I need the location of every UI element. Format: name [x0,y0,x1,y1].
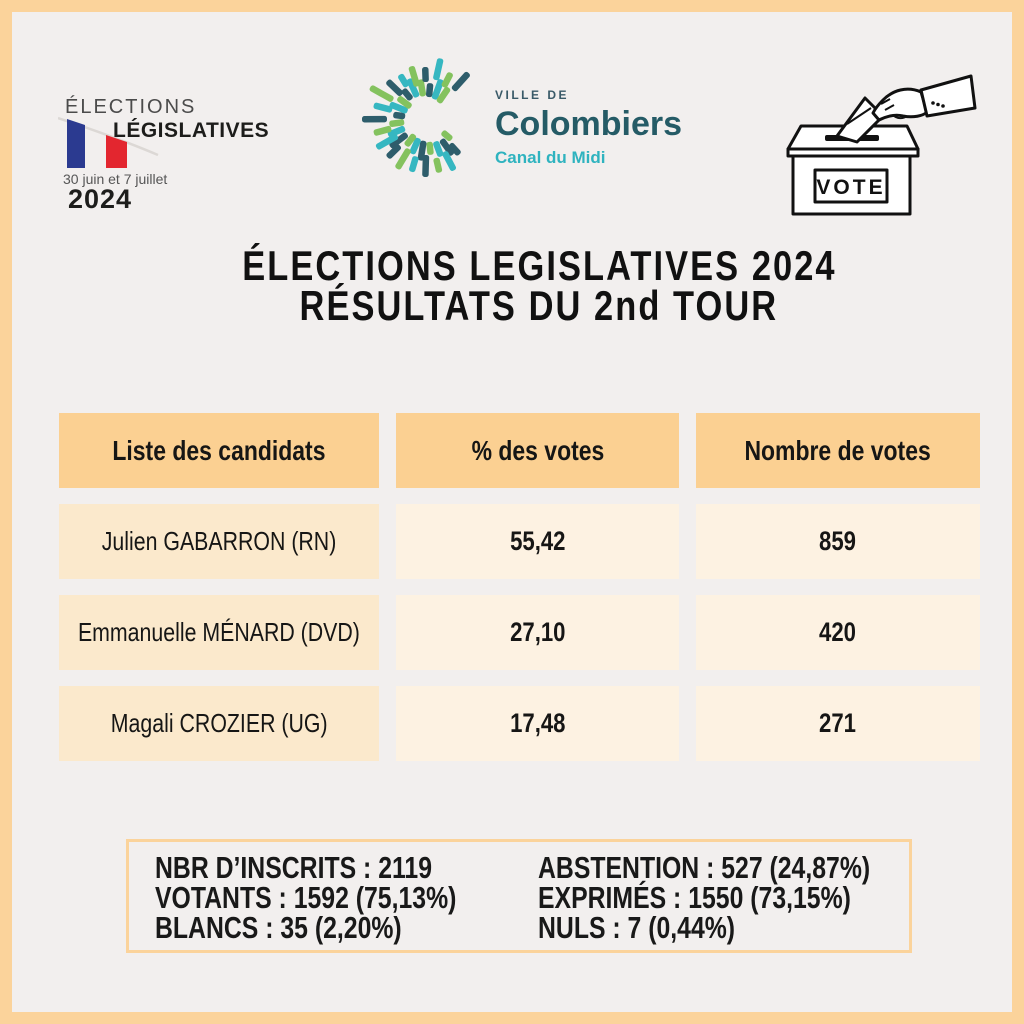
stat-votants: VOTANTS : 1592 (75,13%) [155,880,457,915]
column-header-percent: % des votes [396,413,679,488]
stat-nuls: NULS : 7 (0,44%) [538,910,736,945]
city-subtitle: Canal du Midi [495,148,606,167]
candidate-percent: 55,42 [396,504,679,579]
sleeve-dot [931,101,935,105]
sleeve-dot [941,104,945,108]
page-title [0,242,1024,329]
vote-label: VOTE [816,176,886,199]
candidate-percent: 27,10 [396,595,679,670]
ballot-box-icon [775,52,980,217]
badge-title-elections: ÉLECTIONS [65,96,197,118]
stats-column-right [538,850,953,945]
sleeve [921,76,975,116]
city-logo [357,49,687,189]
stat-exprimes: EXPRIMÉS : 1550 (73,15%) [538,880,851,915]
badge-dates: 30 juin et 7 juillet [63,171,168,187]
title-line2: RÉSULTATS DU 2nd TOUR [299,282,779,329]
city-name: Colombiers [495,105,683,143]
elections-legislatives-badge [50,88,285,213]
title-line1: ÉLECTIONS LEGISLATIVES 2024 [241,242,837,289]
flag-blue-bar [67,119,85,168]
badge-title-legislatives: LÉGISLATIVES [113,119,270,142]
candidate-votes: 859 [696,504,980,579]
results-table [59,413,980,761]
stats-column-left [155,850,532,945]
candidate-votes: 271 [696,686,980,761]
candidate-votes: 420 [696,595,980,670]
participation-stats-box [126,839,912,953]
colombiers-burst-icon [357,49,497,189]
candidate-percent: 17,48 [396,686,679,761]
column-header-candidates: Liste des candidats [59,413,379,488]
candidate-name: Julien GABARRON (RN) [59,504,379,579]
stat-abstention: ABSTENTION : 527 (24,87%) [538,850,871,885]
stat-blancs: BLANCS : 35 (2,20%) [155,910,402,945]
hand [873,89,927,120]
sleeve-dot [936,103,940,107]
stat-inscrits: NBR D’INSCRITS : 2119 [155,850,433,885]
column-header-votes: Nombre de votes [696,413,980,488]
candidate-name: Magali CROZIER (UG) [59,686,379,761]
badge-year: 2024 [68,184,133,214]
candidate-name: Emmanuelle MÉNARD (DVD) [59,595,379,670]
city-overline: VILLE DE [495,88,570,102]
